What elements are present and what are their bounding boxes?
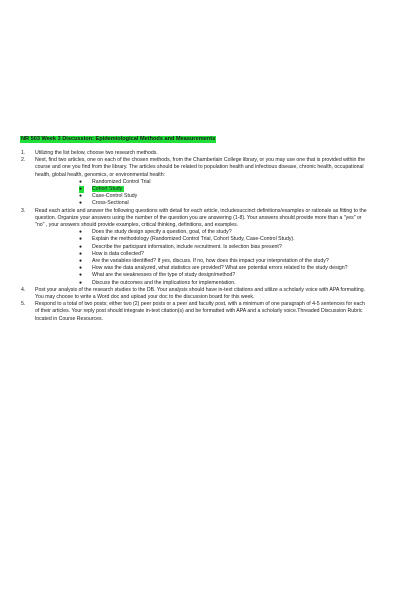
bullet-icon: ● (79, 193, 83, 200)
bullet-icon: ● (79, 178, 83, 185)
bullet-icon: ● (79, 243, 83, 250)
method-text: Case-Control Study (92, 193, 138, 200)
item-number: 4. (21, 286, 26, 293)
item-text: Respond to a total of two posts; either two (2) peer posts or a peer and faculty post, with a minimum of one paragraph of 4-5 sentences for each of their articles. Your reply post should integrate in-text citation(s) and be formatted with APA and a scholarly voice.Threaded Discussion Rubric located in Course Resources. (35, 301, 365, 322)
question-item (79, 244, 370, 251)
question-text: How was the data analyzed, what statistics are provided? What are potential errors related to the study design? (92, 265, 348, 272)
question-text: Does the study design specify a question, goal, of the study? (92, 229, 232, 236)
item-text: Next, find two articles, one on each of the chosen methods, from the Chamberlain College library, or you may use one that is provided within the course and one you find from the library. The articles should be related to population health and infectious disease, chronic health, occupational health, global health, genomics, or environmental health: (35, 157, 366, 178)
list-item (20, 301, 370, 323)
document-title: NR 503 Week 3 Discussion: Epidemiological Methods and Measurements (21, 136, 216, 142)
question-text: What are the weaknesses of the type of study design/method? (92, 272, 236, 279)
method-text: Cross-Sectional (92, 200, 129, 207)
bullet-icon: ● (79, 258, 83, 265)
method-item (79, 193, 370, 200)
method-list (35, 179, 370, 208)
list-item (20, 150, 370, 157)
list-item (20, 157, 370, 207)
item-text: Utilizing the list below, choose two research methods. (35, 150, 158, 156)
document-content (20, 136, 370, 323)
method-item (79, 186, 370, 193)
method-text-highlighted: Cohort Study (92, 186, 123, 193)
bullet-icon: ● (79, 229, 83, 236)
question-list (35, 229, 370, 287)
bullet-icon: ● (79, 250, 83, 257)
method-text: Randomized Control Trial (92, 178, 151, 185)
bullet-icon: ● (79, 272, 83, 279)
bullet-icon: ● (79, 279, 83, 286)
bullet-icon: ● (79, 200, 83, 207)
list-item (20, 208, 370, 287)
bullet-icon: ● (79, 236, 83, 243)
question-text: How is data collected? (92, 250, 144, 257)
question-text: Explain the methodology (Randomized Control Trial, Cohort Study, Case-Control Study). (92, 236, 295, 243)
question-item (79, 280, 370, 287)
bullet-icon: ● (79, 265, 83, 272)
item-number: 1. (21, 150, 26, 156)
item-text: Post your analysis of the research studies to the DB. Your analysis should have in-text citations and utilize a scholarly voice with APA formatting. You may choose to write a Word doc and upload your doc to the discussion board for this week. (35, 286, 366, 301)
item-text: Read each article and answer the following questions with detail for each article, includesuccinct definitions/examples or rationale as fitting to the question. Organize your answers using the number of the question you are answering (1-8). Your answers should provide more than a "yes" or "no" , your answers should provide examples, critical thinking, definitions, and examples. (35, 207, 367, 229)
instruction-list (20, 150, 370, 323)
question-item (79, 229, 370, 236)
question-item (79, 251, 370, 258)
question-item (79, 272, 370, 279)
question-item (79, 236, 370, 243)
item-number: 5. (21, 301, 26, 308)
bullet-icon: ● (79, 186, 83, 193)
question-text: Discuss the outcomes and the implications for implementation. (92, 279, 236, 286)
list-item (20, 287, 370, 301)
method-item (79, 179, 370, 186)
question-item (79, 265, 370, 272)
item-number: 2. (21, 157, 26, 164)
method-item (79, 200, 370, 207)
question-item (79, 258, 370, 265)
item-number: 3. (21, 207, 26, 214)
question-text: Are the variables identified? If yes, discuss. If no, how does this impact your interpretation of the study? (92, 258, 329, 265)
question-text: Describe the participant information, include recruitment. Is selection bias present? (92, 243, 282, 250)
